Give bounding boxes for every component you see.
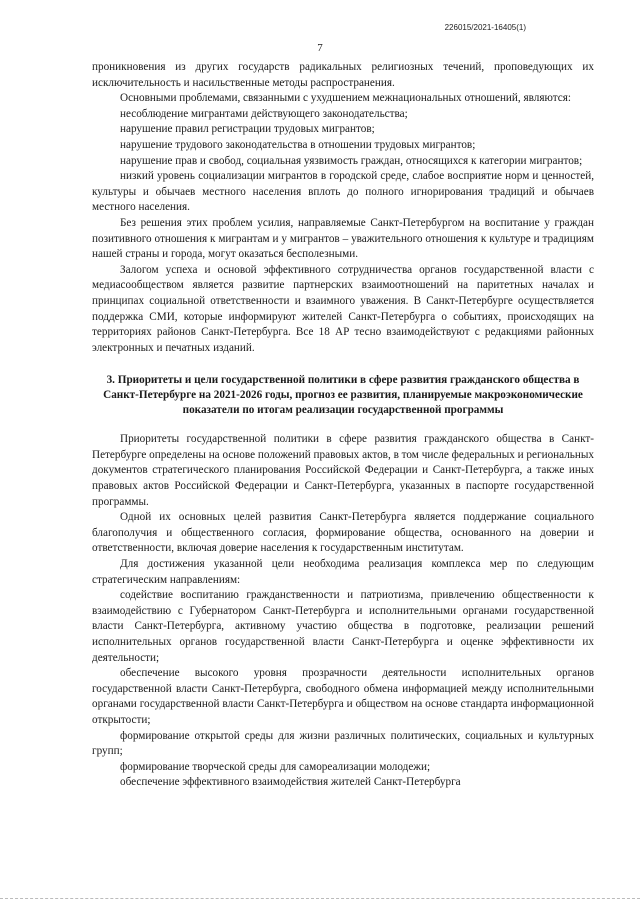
list-item: обеспечение эффективного взаимодействия жителей Санкт-Петербурга: [120, 776, 461, 789]
list-item: содействие воспитанию гражданственности и патриотизма, привлечению общественности к взаимодействию с Губернатором Санкт-Петербурга и исполнительными органами государственной власти Санкт-Петербурга, активному участию общества в подготовке, реализации решений исполнительных органов государственной власти Санкт-Петербурга и оценке эффективности их деятельности;: [92, 589, 594, 664]
list-item: нарушение трудового законодательства в отношении трудовых мигрантов;: [120, 138, 476, 151]
list-item: формирование творческой среды для самореализации молодежи;: [120, 760, 431, 773]
list-item: обеспечение высокого уровня прозрачности деятельности исполнительных органов государственной власти Санкт-Петербурга, свободного обмена информацией между исполнительными органами государственной власти Санкт-Петербурга и обществом на основе стандарта информационной открытости;: [92, 667, 594, 726]
page-number: 7: [317, 42, 323, 54]
list-item: несоблюдение мигрантами действующего законодательства;: [120, 107, 408, 120]
paragraph: Для достижения указанной цели необходима реализация комплекса мер по следующим стратегическим направлениям:: [92, 558, 594, 586]
list-item: низкий уровень социализации мигрантов в городской среде, слабое восприятие норм и ценностей, культуры и обычаев местного населения вплоть до полного игнорирования традиций и обычаев местного населения.: [92, 170, 594, 214]
list-item: нарушение правил регистрации трудовых мигрантов;: [120, 123, 375, 136]
paragraph: Приоритеты государственной политики в сфере развития гражданского общества в Санкт-Петербурге определены на основе положений правовых актов, в том числе федеральных и региональных документов стратегического планирования Российской Федерации и Санкт-Петербурга, а также иных правовых актов Российской Федерации и Санкт-Петербурга, указанных в паспорте государственной программы.: [92, 433, 594, 508]
paragraph: Залогом успеха и основой эффективного сотрудничества органов государственной власти с медиасообществом является развитие партнерских взаимоотношений на паритетных началах и принципах социальной ответственности и взаимного уважения. В Санкт-Петербурге осуществляется поддержка СМИ, которые информируют жителей Санкт-Петербурга о событиях, происходящих на территориях районов Санкт-Петербурга. Все 18 АР тесно взаимодействуют с редакциями районных электронных и печатных изданий.: [92, 263, 594, 354]
list-item: нарушение прав и свобод, социальная уязвимость граждан, относящихся к категории мигрантов;: [120, 154, 583, 167]
scan-edge-divider: [0, 898, 640, 899]
document-body: [92, 60, 594, 791]
paragraph: Основными проблемами, связанными с ухудшением межнациональных отношений, являются:: [120, 92, 571, 105]
document-number: 226015/2021-16405(1): [444, 23, 526, 32]
list-item: формирование открытой среды для жизни различных политических, социальных и культурных групп;: [92, 729, 594, 758]
paragraph: Одной их основных целей развития Санкт-Петербурга является поддержание социального благополучия и общественного согласия, формирование общества, основанного на доверии и ответственности, включая доверие населения к государственным институтам.: [92, 511, 594, 555]
paragraph: Без решения этих проблем усилия, направляемые Санкт-Петербургом на воспитание у граждан позитивного отношения к мигрантам и у мигрантов – уважительного отношения к культуре и традициям нашей страны и города, могут оказаться бесполезными.: [92, 216, 594, 261]
section-heading: 3. Приоритеты и цели государственной политики в сфере развития гражданского общества в Санкт-Петербурге на 2021-2026 годы, прогноз ее развития, планируемые макроэкономические показатели по итогам реализации государственной программы: [103, 374, 583, 417]
paragraph: проникновения из других государств радикальных религиозных течений, проповедующих их исключительность и насильственные методы распространения.: [92, 61, 594, 89]
